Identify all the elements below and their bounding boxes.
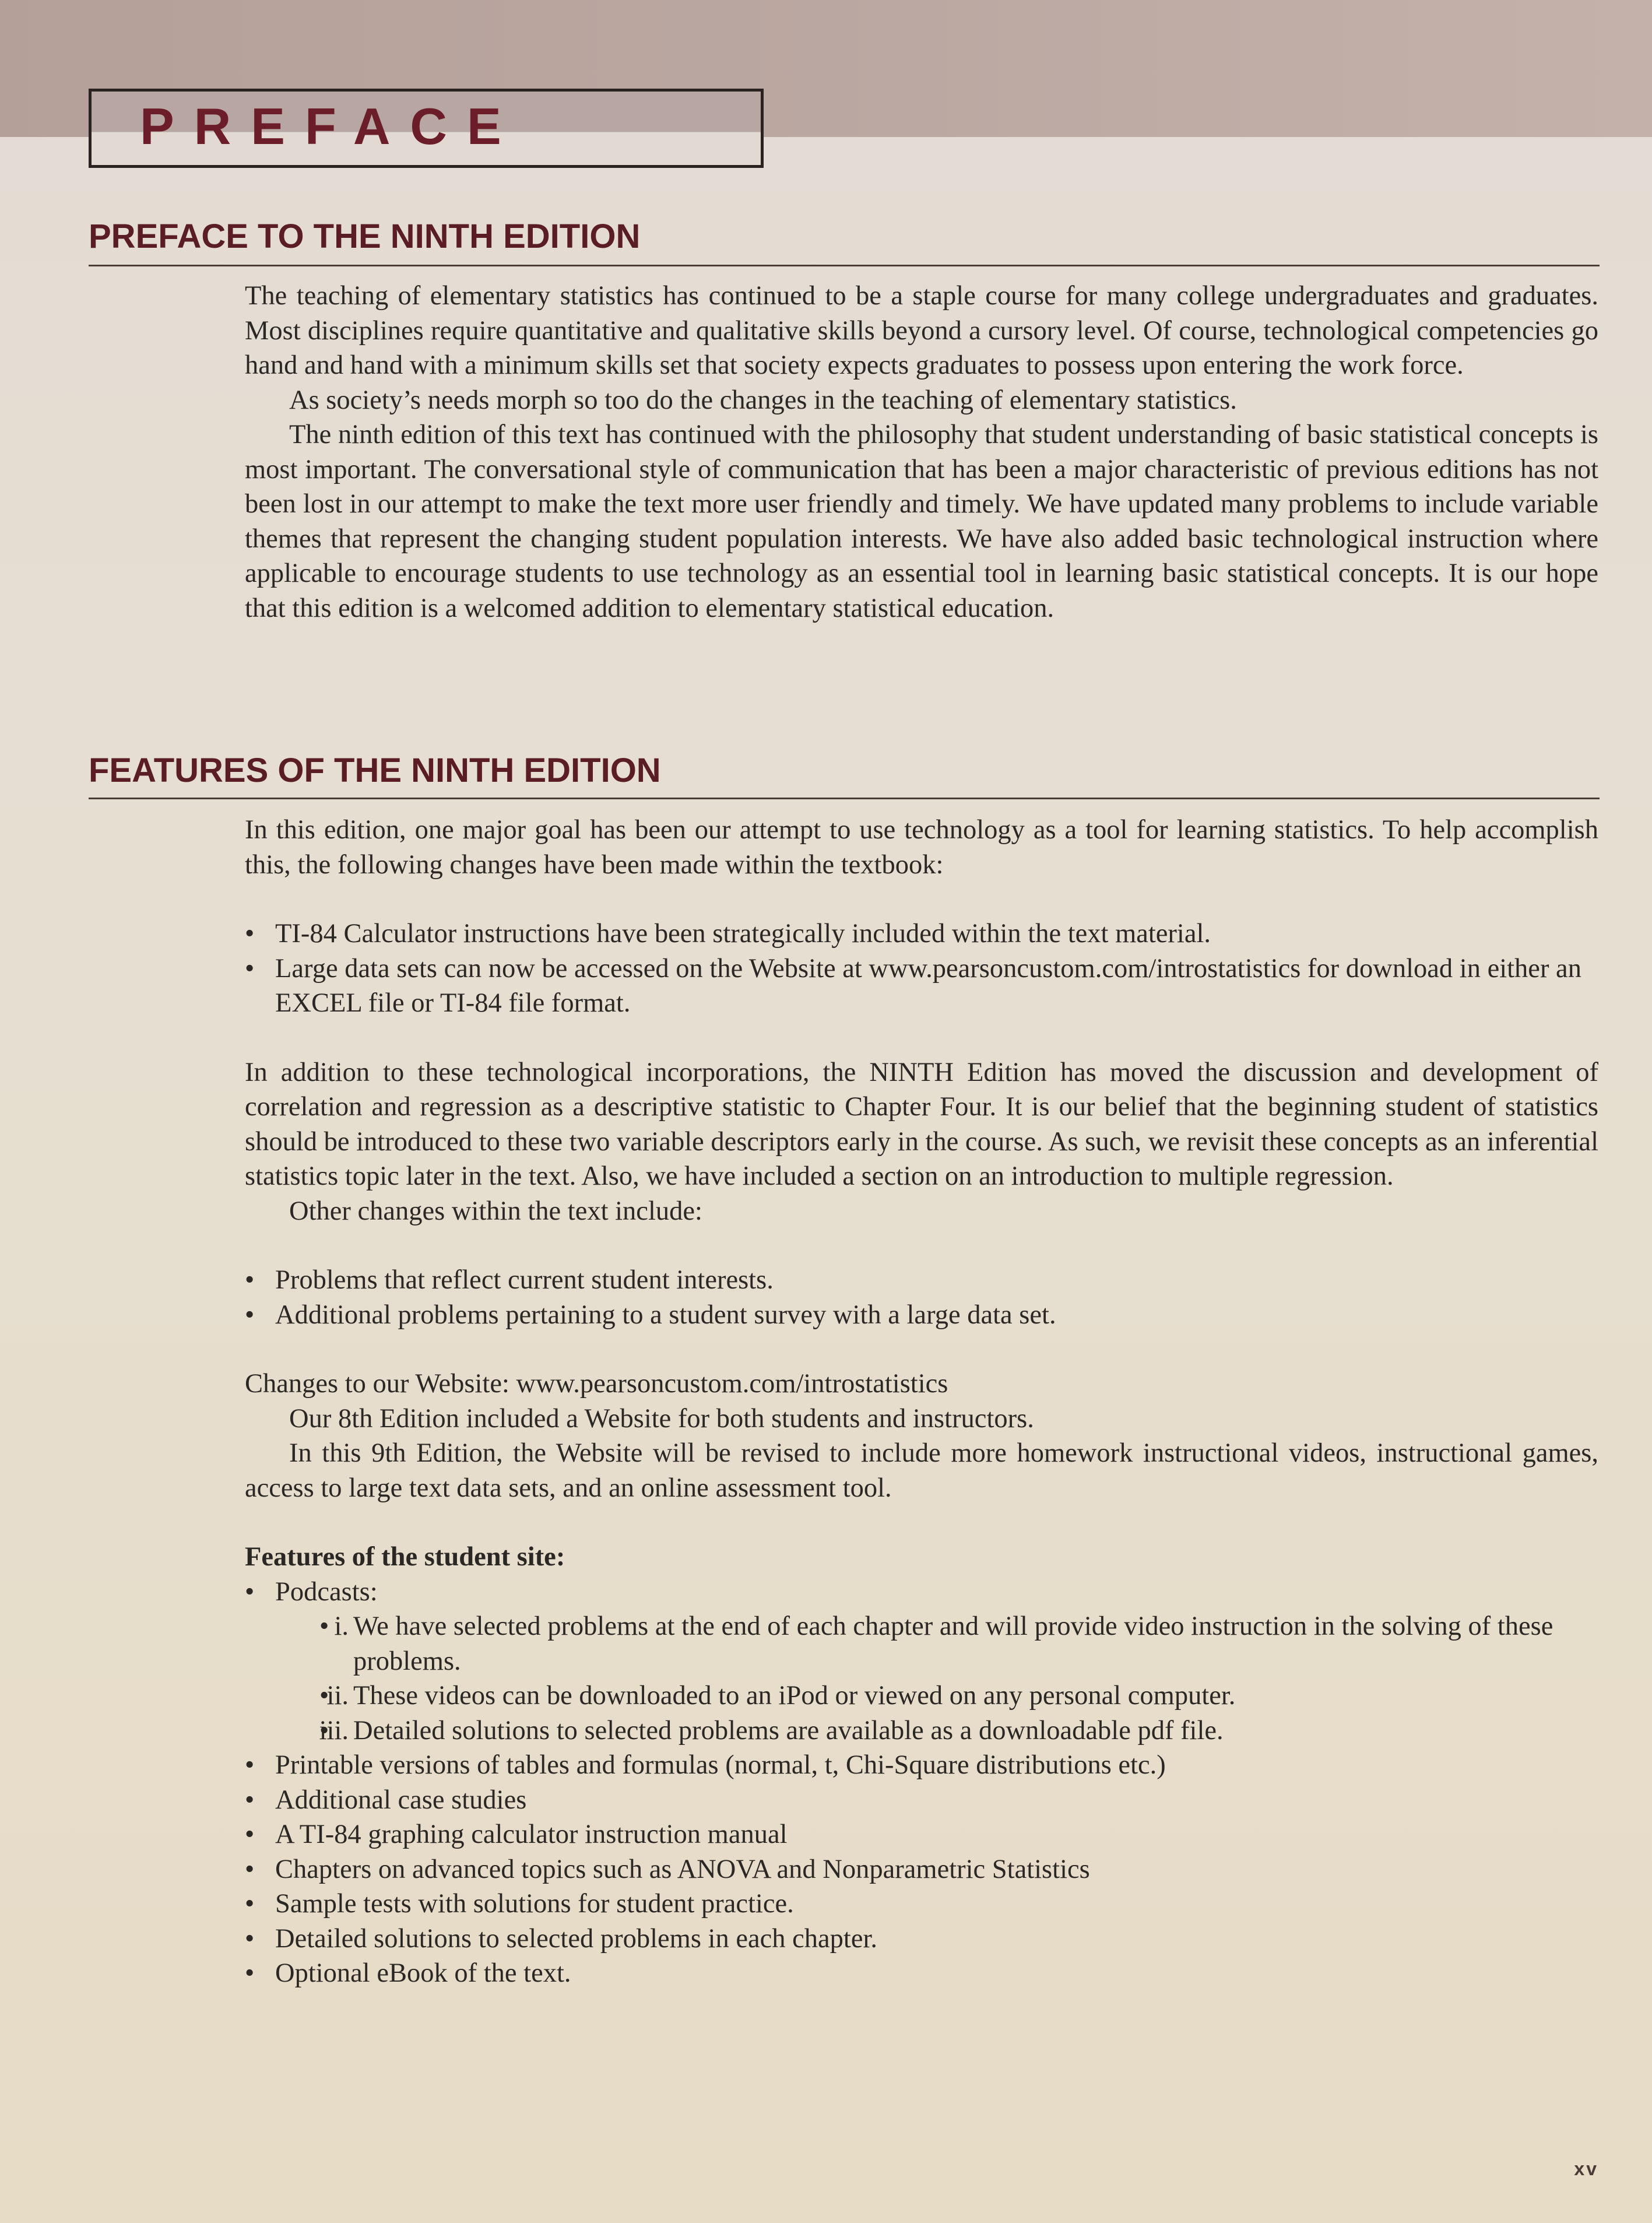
item-number: • ii. <box>326 1681 349 1711</box>
paragraph: Other changes within the text include: <box>289 1196 702 1226</box>
list-item: • Sample tests with solutions for student practice. <box>245 1887 1598 1922</box>
list-item: • Detailed solutions to selected problems in each chapter. <box>245 1922 1598 1957</box>
page-number: xv <box>1574 2158 1598 2179</box>
paragraph: The ninth edition of this text has continued with the philosophy that student understanding of basic statistical concepts is most important. The conversational style of communication that has been a major characteristic of previous editions has not been lost in our attempt to make the text more user friendly and timely. We have updated many problems to include variable themes that represent the changing student population interests. We have also added basic technological instruction where applicable to encourage students to use technology as an essential tool in learning basic statistical concepts. It is our hope that this edition is a welcomed addition to elementary statistical education. <box>245 420 1598 623</box>
list-item: • TI-84 Calculator instructions have been strategically included within the text material. <box>245 916 1598 951</box>
list-item <box>319 1678 1598 1713</box>
list-item: • Printable versions of tables and formulas (normal, t, Chi-Square distributions etc.) <box>245 1748 1598 1783</box>
section-heading-features: FEATURES OF THE NINTH EDITION <box>89 751 661 789</box>
list-item: • A TI-84 graphing calculator instruction manual <box>245 1817 1598 1852</box>
website-line: Changes to our Website: www.pearsoncustom.com/introstatistics <box>245 1369 948 1399</box>
paragraph: In this 9th Edition, the Website will be revised to include more homework instructional videos, instructional games, access to large text data sets, and an online assessment tool. <box>245 1438 1598 1503</box>
item-number: • iii. <box>319 1715 349 1746</box>
list-item <box>319 1713 1598 1748</box>
list-item: • Problems that reflect current student interests. <box>245 1263 1598 1298</box>
item-number: • i. <box>334 1611 349 1641</box>
list-item: • Large data sets can now be accessed on the Website at www.pearsoncustom.com/introstatistics for download in either an EXCEL file or TI-84 file format. <box>245 951 1598 1021</box>
paragraph: As society’s needs morph so too do the changes in the teaching of elementary statistics. <box>289 385 1237 415</box>
banner-title: PREFACE <box>140 97 521 155</box>
section-rule <box>89 798 1600 799</box>
student-site-heading: Features of the student site: <box>245 1542 565 1572</box>
features-body <box>245 813 1598 1991</box>
section-heading-preface: PREFACE TO THE NINTH EDITION <box>89 217 641 255</box>
tech-changes-list <box>245 916 1598 1021</box>
list-item: • Additional case studies <box>245 1783 1598 1818</box>
paragraph: In this edition, one major goal has been our attempt to use technology as a tool for learning statistics. To help accomplish this, the following changes have been made within the textbook: <box>245 815 1598 880</box>
paragraph: In addition to these technological incorporations, the NINTH Edition has moved the discussion and development of correlation and regression as a descriptive statistic to Chapter Four. It is our belief that the beginning student of statistics should be introduced to these two variable descriptors early in the course. As such, we revisit these concepts as an inferential statistics topic later in the text. Also, we have included a section on an introduction to multiple regression. <box>245 1057 1598 1191</box>
item-text: These videos can be downloaded to an iPod or viewed on any personal computer. <box>353 1681 1236 1711</box>
podcasts-label: Podcasts: <box>275 1576 378 1607</box>
student-site-list <box>245 1575 1598 1991</box>
section-rule <box>89 265 1600 266</box>
list-item: • Chapters on advanced topics such as ANOVA and Nonparametric Statistics <box>245 1852 1598 1887</box>
podcast-sublist <box>275 1609 1598 1748</box>
preface-body <box>245 279 1598 626</box>
item-text: Detailed solutions to selected problems are available as a downloadable pdf file. <box>353 1715 1224 1746</box>
item-text: We have selected problems at the end of each chapter and will provide video instruction in the solving of these problems. <box>353 1611 1553 1676</box>
list-item: • Optional eBook of the text. <box>245 1956 1598 1991</box>
other-changes-list <box>245 1263 1598 1332</box>
list-item <box>245 1575 1598 1748</box>
list-item <box>319 1609 1598 1678</box>
paragraph: Our 8th Edition included a Website for both students and instructors. <box>289 1403 1034 1434</box>
list-item: • Additional problems pertaining to a student survey with a large data set. <box>245 1298 1598 1333</box>
paragraph: The teaching of elementary statistics has continued to be a staple course for many college undergraduates and graduates. Most disciplines require quantitative and qualitative skills beyond a cursory level. Of course, technological competencies go hand and hand with a minimum skills set that society expects graduates to possess upon entering the work force. <box>245 281 1598 380</box>
